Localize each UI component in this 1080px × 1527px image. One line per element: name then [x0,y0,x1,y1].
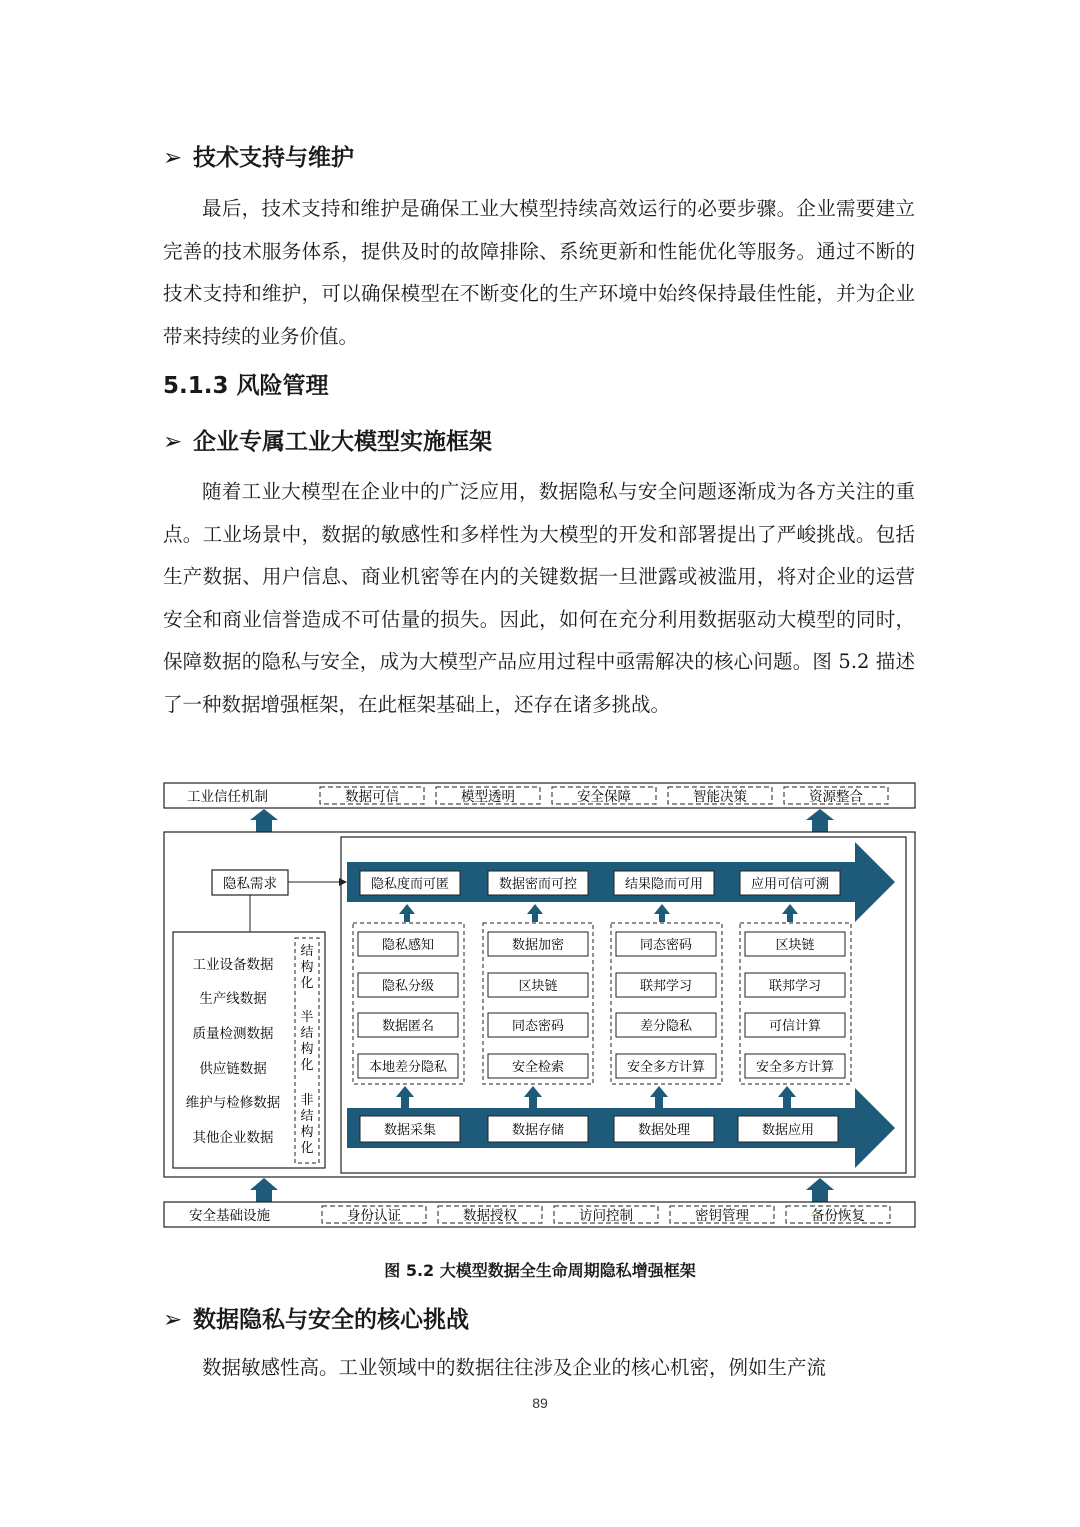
structure-type-structured: 结构化 [300,944,314,991]
stage-item: 数据采集 [383,1123,437,1138]
stage-item: 数据处理 [637,1123,691,1138]
technique-item: 可信计算 [768,1019,822,1034]
infra-label: 安全基础设施 [189,1208,270,1224]
goal-item: 应用可信可溯 [750,877,830,892]
infra-item: 备份恢复 [811,1208,865,1224]
infra-item: 数据授权 [463,1208,517,1224]
figure-caption: 图 5.2 大模型数据全生命周期隐私增强框架 [384,1261,696,1280]
bullet-arrow-icon: ➢ [163,1307,183,1333]
paragraph-challenges [163,1347,915,1390]
technique-item: 联邦学习 [639,979,693,994]
trust-item: 安全保障 [577,789,631,805]
data-source-item: 其他企业数据 [192,1130,274,1146]
technique-item: 数据匿名 [381,1019,435,1034]
bullet-arrow-icon: ➢ [163,429,183,455]
goal-item: 数据密而可控 [498,877,578,892]
technique-item: 隐私分级 [381,979,435,994]
heading-text: 企业专属工业大模型实施框架 [193,429,492,455]
data-source-item: 质量检测数据 [192,1026,274,1042]
heading-challenges [163,1305,469,1335]
trust-item: 数据可信 [345,789,399,805]
up-arrow-icon [806,1178,834,1202]
infra-item: 身份认证 [347,1208,401,1224]
section-heading-risk: 5.1.3 风险管理 [163,373,329,399]
technique-item: 本地差分隐私 [368,1060,448,1075]
stage-item: 数据应用 [761,1123,815,1138]
heading-text: 数据隐私与安全的核心挑战 [193,1307,469,1333]
technique-item: 同态密码 [639,938,693,953]
technique-item: 联邦学习 [768,979,822,994]
structure-type-unstructured: 非结构化 [300,1093,314,1156]
technique-item: 区块链 [775,938,815,953]
paragraph-text: 数据敏感性高。工业领域中的数据往往涉及企业的核心机密，例如生产流 [202,1356,827,1379]
technique-item: 隐私感知 [381,938,435,953]
stage-item: 数据存储 [511,1123,565,1138]
technique-item: 区块链 [518,979,558,994]
data-source-item: 维护与检修数据 [185,1095,281,1111]
trust-label: 工业信任机制 [187,789,268,805]
up-arrow-icon [250,809,278,832]
trust-item: 智能决策 [693,789,747,805]
technique-item: 安全多方计算 [626,1060,706,1075]
technique-item: 差分隐私 [639,1019,693,1034]
infra-item: 密钥管理 [695,1208,749,1224]
technique-item: 数据加密 [511,938,565,953]
paragraph-tech-support [163,188,915,358]
technique-item: 安全多方计算 [755,1060,835,1075]
privacy-need-label: 隐私需求 [223,876,277,892]
trust-item: 模型透明 [461,789,515,805]
technique-item: 同态密码 [511,1019,565,1034]
infra-item: 访问控制 [579,1208,633,1224]
up-arrow-icon [806,809,834,832]
page-number: 89 [532,1395,548,1411]
paragraph-framework [163,471,915,726]
data-source-item: 供应链数据 [199,1061,267,1077]
data-source-item: 生产线数据 [199,991,267,1007]
technique-item: 安全检索 [511,1060,565,1075]
goal-item: 隐私度而可匿 [370,877,450,892]
up-arrow-icon [250,1178,278,1202]
heading-framework [163,427,492,457]
bullet-arrow-icon: ➢ [163,145,183,171]
trust-item: 资源整合 [809,789,863,805]
goal-item: 结果隐而可用 [624,877,704,892]
heading-text: 技术支持与维护 [193,145,354,171]
paragraph-text: 随着工业大模型在企业中的广泛应用，数据隐私与安全问题逐渐成为各方关注的重点。工业场景中，数据的敏感性和多样性为大模型的开发和部署提出了严峻挑战。包括生产数据、用户信息、商业机密等在内的关键数据一旦泄露或被滥用，将对企业的运营安全和商业信誉造成不可估量的损失。因此，如何在充分利用数据驱动大模型的同时，保障数据的隐私与安全，成为大模型产品应用过程中亟需解决的核心问题。图 5.2 描述了一种数据增强框架，在此框架基础上，还存在诸多挑战。 [163,480,915,716]
paragraph-text: 最后，技术支持和维护是确保工业大模型持续高效运行的必要步骤。企业需要建立完善的技术服务体系，提供及时的故障排除、系统更新和性能优化等服务。通过不断的技术支持和维护，可以确保模型在不断变化的生产环境中始终保持最佳性能，并为企业带来持续的业务价值。 [163,197,915,348]
heading-tech-support [163,143,354,173]
data-source-item: 工业设备数据 [192,957,274,973]
structure-type-semi: 半结构化 [300,1010,314,1073]
figure-privacy-framework [163,782,916,1228]
